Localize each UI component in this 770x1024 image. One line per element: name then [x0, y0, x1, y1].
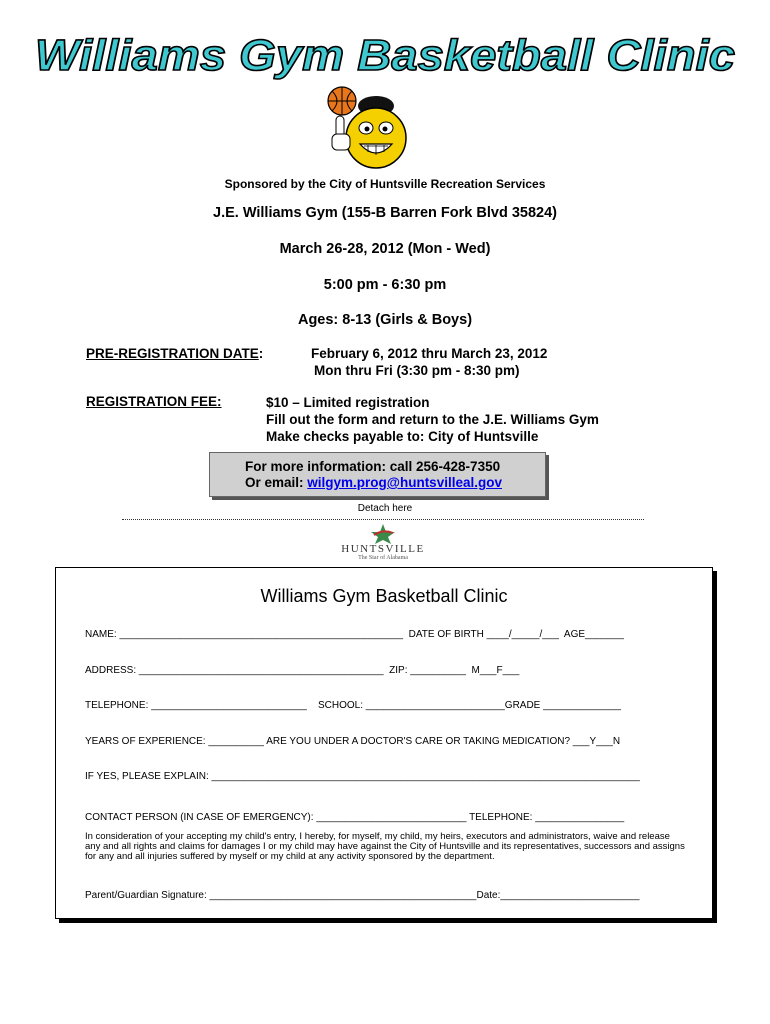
consent-text: In consideration of your accepting my child's entry, I hereby, for myself, my child, my heirs, executors and administrators, waive and release any and all rights and claims for damages I or my child may have against the City of Huntsville and its representatives, successors and assigns for any and all injuries suffered by myself or my child at any activity sponsored by the department.: [85, 831, 685, 862]
fee-instructions: Fill out the form and return to the J.E. Williams Gym: [266, 412, 599, 427]
basketball-smiley-icon: [318, 82, 410, 174]
location-line: J.E. Williams Gym (155-B Barren Fork Blvd 35824): [213, 205, 557, 221]
huntsville-star-icon: [370, 523, 396, 545]
dates-line: March 26-28, 2012 (Mon - Wed): [279, 241, 491, 257]
detach-divider: [122, 519, 644, 520]
registration-form: [55, 567, 713, 919]
explain-row[interactable]: IF YES, PLEASE EXPLAIN: _____________________________________________________________________________: [85, 771, 640, 782]
fee-label: REGISTRATION FEE:: [86, 394, 222, 409]
sponsor-line: Sponsored by the City of Huntsville Recreation Services: [224, 177, 546, 191]
address-row[interactable]: ADDRESS: ____________________________________________ ZIP: __________ M___F___: [85, 665, 520, 676]
logo-name: HUNTSVILLE: [341, 543, 425, 555]
preregistration-hours: Mon thru Fri (3:30 pm - 8:30 pm): [314, 363, 520, 378]
info-box: [209, 452, 546, 497]
time-line: 5:00 pm - 6:30 pm: [323, 277, 447, 293]
fee-amount: $10 – Limited registration: [266, 395, 430, 410]
fee-payable: Make checks payable to: City of Huntsville: [266, 429, 539, 444]
info-phone: For more information: call 256-428-7350: [245, 459, 501, 474]
preregistration-dates: February 6, 2012 thru March 23, 2012: [311, 346, 548, 361]
logo-tagline: The Star of Alabama: [358, 555, 408, 561]
clinic-title: Williams Gym Basketball Clinic: [35, 31, 735, 80]
ages-line: Ages: 8-13 (Girls & Boys): [297, 312, 473, 328]
preregistration-label: PRE-REGISTRATION DATE:: [86, 346, 264, 361]
email-link[interactable]: wilgym.prog@huntsvilleal.gov: [307, 475, 502, 490]
detach-label: Detach here: [357, 503, 413, 514]
info-email-line: Or email: wilgym.prog@huntsvilleal.gov: [245, 475, 502, 490]
experience-row[interactable]: YEARS OF EXPERIENCE: __________ ARE YOU UNDER A DOCTOR'S CARE OR TAKING MEDICATION? ___Y___N: [85, 736, 621, 747]
signature-row[interactable]: Parent/Guardian Signature: ________________________________________________Date:_________________________: [85, 890, 640, 901]
title-banner: [30, 26, 740, 82]
telephone-row[interactable]: TELEPHONE: ____________________________ SCHOOL: _________________________GRADE ______________: [85, 700, 621, 711]
form-title: Williams Gym Basketball Clinic: [260, 586, 508, 606]
contact-row[interactable]: CONTACT PERSON (IN CASE OF EMERGENCY): ___________________________ TELEPHONE: ________________: [85, 812, 625, 823]
name-row[interactable]: NAME: ___________________________________________________ DATE OF BIRTH ____/_____/___ AGE_______: [85, 629, 624, 640]
